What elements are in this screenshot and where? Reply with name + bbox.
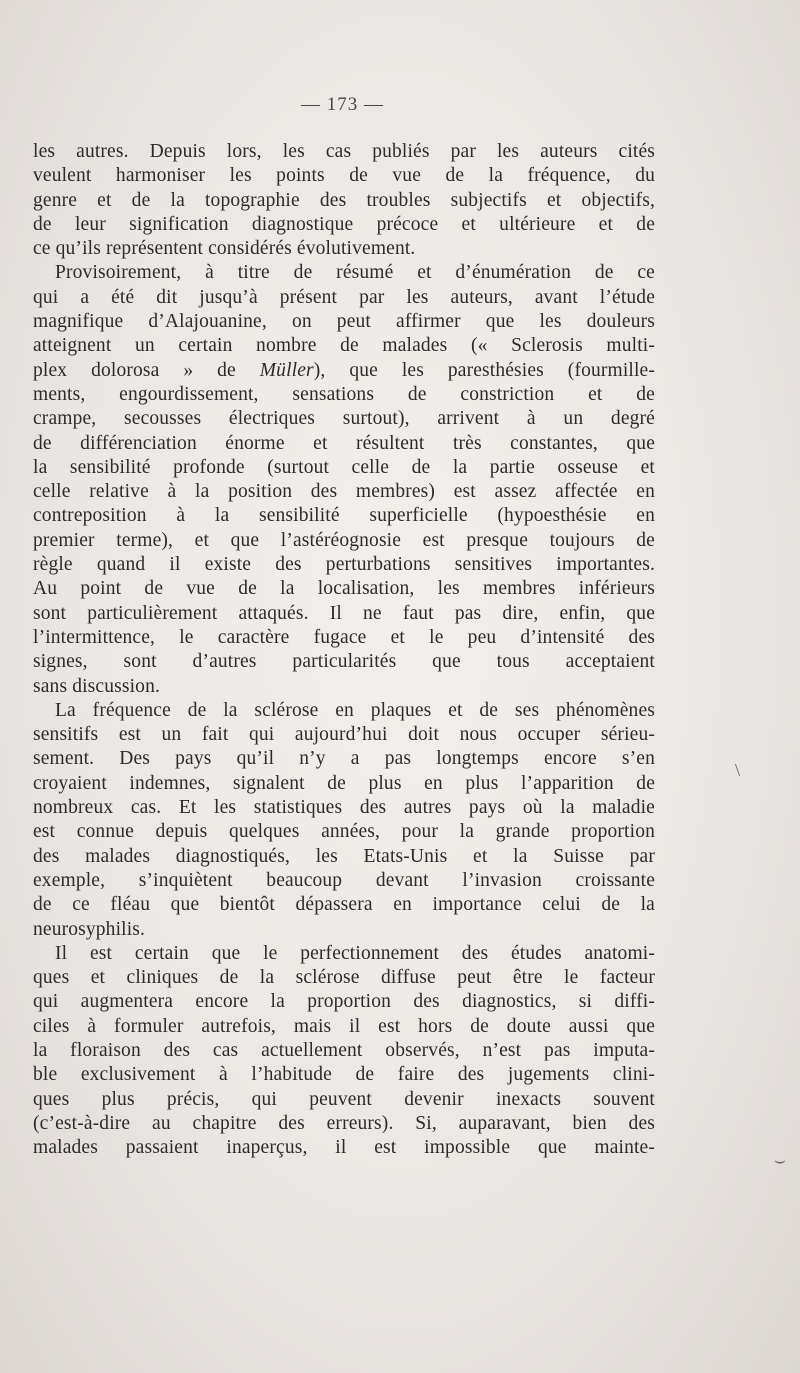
text-line: croyaient indemnes, signalent de plus en plus l’apparition de [33,772,655,794]
text-line: genre et de la topographie des troubles subjectifs et objectifs, [33,189,655,211]
text-line: sensitifs est un fait qui aujourd’hui doit nous occuper sérieu- [33,724,655,746]
text-line: exemple, s’inquiètent beaucoup devant l’invasion croissante [33,869,655,891]
text-line: de ce fléau que bientôt dépassera en importance celui de la [33,894,655,916]
text-line: les autres. Depuis lors, les cas publiés par les auteurs cités [33,141,655,162]
text-line: ments, engourdissement, sensations de constriction et de [33,383,655,405]
text-line: magnifique d’Alajouanine, on peut affirmer que les douleurs [33,311,655,333]
text-line: contreposition à la sensibilité superficielle (hypoesthésie en [33,505,655,527]
text-line: ques et cliniques de la sclérose diffuse peut être le facteur [33,967,655,989]
text-line: malades passaient inaperçus, il est impossible que mainte- [33,1137,655,1159]
text-line: nombreux cas. Et les statistiques des autres pays où la maladie [33,797,655,819]
text-line: de différenciation énorme et résultent très constantes, que [33,432,655,454]
text-line: sans discussion. [33,675,160,697]
body-text [33,140,655,1160]
text-line: crampe, secousses électriques surtout), arrivent à un degré [33,408,655,430]
text-line: signes, sont d’autres particularités que tous acceptaient [33,651,655,673]
text-line: La fréquence de la sclérose en plaques et de ses phénomènes [55,699,655,721]
text-line: Provisoirement, à titre de résumé et d’énumération de ce [55,262,655,284]
text-line: sont particulièrement attaqués. Il ne faut pas dire, enfin, que [33,602,655,624]
text-line: règle quand il existe des perturbations sensitives importantes. [33,554,655,576]
author-name: Müller [259,359,314,381]
text-line: atteignent un certain nombre de malades (« Sclerosis multi- [33,335,655,357]
text-line: qui augmentera encore la proportion des diagnostics, si diffi- [33,991,655,1013]
text-line: celle relative à la position des membres) est assez affectée en [33,481,655,503]
text-line: (c’est-à-dire au chapitre des erreurs). Si, auparavant, bien des [33,1112,655,1134]
text-line: ciles à formuler autrefois, mais il est hors de doute aussi que [33,1015,655,1037]
text-line: sement. Des pays qu’il n’y a pas longtemps encore s’en [33,748,655,770]
text-line: neurosyphilis. [33,918,146,940]
margin-mark: \ [735,760,741,780]
text-line: Il est certain que le perfectionnement des études anatomi- [55,942,655,964]
page-number: — 173 — [301,94,384,115]
text-line: ques plus précis, qui peuvent devenir inexacts souvent [33,1088,655,1110]
text-line: la floraison des cas actuellement observés, n’est pas imputa- [33,1039,655,1061]
text-line: premier terme), et que l’astéréognosie est presque toujours de [33,529,655,551]
margin-mark: ⌣ [774,1150,786,1170]
text-line: l’intermittence, le caractère fugace et le peu d’intensité des [33,626,655,648]
text-line: qui a été dit jusqu’à présent par les auteurs, avant l’étude [33,286,655,308]
text-line: ble exclusivement à l’habitude de faire des jugements clini- [33,1064,655,1086]
text-line: la sensibilité profonde (surtout celle de la partie osseuse et [33,456,655,478]
text-line: ce qu’ils représentent considérés évolutivement. [33,238,416,260]
text-line: plex dolorosa » de Müller), que les paresthésies (fourmille- [33,359,656,381]
text-line: des malades diagnostiqués, les Etats-Unis et la Suisse par [33,845,655,867]
text-line: veulent harmoniser les points de vue de la fréquence, du [33,165,655,187]
text-line: de leur signification diagnostique précoce et ultérieure et de [33,213,655,235]
text-line: est connue depuis quelques années, pour la grande proportion [33,821,655,843]
text-line: Au point de vue de la localisation, les membres inférieurs [33,578,655,600]
